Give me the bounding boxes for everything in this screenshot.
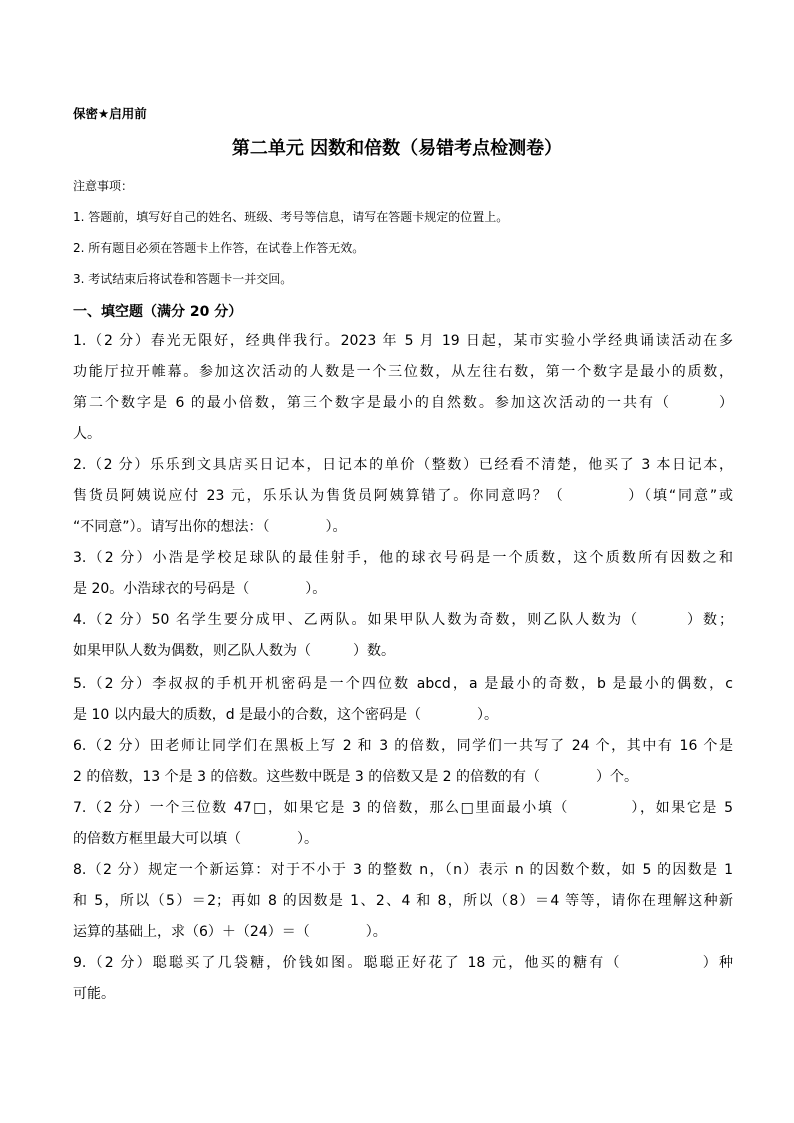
question-4-line: 如果甲队人数为偶数，则乙队人数为（ ）数。 [73, 643, 395, 659]
confidential-label: 保密★启用前 [73, 106, 147, 121]
question-2-line: “不同意”）。请写出你的想法：（ ）。 [73, 519, 347, 535]
notice-heading: 注意事项： [73, 179, 134, 193]
section-heading: 一、填空题（满分 20 分） [73, 304, 243, 320]
question-2-line: 2.（2 分）乐乐到文具店买日记本，日记本的单价（整数）已经看不清楚，他买了 3 本日记本， [73, 457, 733, 473]
question-3-line: 3.（2 分）小浩是学校足球队的最佳射手，他的球衣号码是一个质数，这个质数所有因数之和 [73, 550, 733, 566]
question-5-line: 5.（2 分）李叔叔的手机开机密码是一个四位数 abcd，a 是最小的奇数，b 是最小的偶数，c [73, 676, 733, 692]
page-title: 第二单元 因数和倍数（易错考点检测卷） [231, 138, 563, 159]
question-6-line: 6.（2 分）田老师让同学们在黑板上写 2 和 3 的倍数，同学们一共写了 24 个，其中有 16 个是 [73, 738, 733, 754]
notice-item: 1. 答题前，填写好自己的姓名、班级、考号等信息，请写在答题卡规定的位置上。 [73, 210, 509, 224]
question-9-line: 可能。 [73, 986, 115, 1002]
notice-item: 3. 考试结束后将试卷和答题卡一并交回。 [73, 272, 293, 286]
question-6-line: 2 的倍数，13 个是 3 的倍数。这些数中既是 3 的倍数又是 2 的倍数的有（ ）个。 [73, 769, 639, 785]
question-2-line: 售货员阿姨说应付 23 元，乐乐认为售货员阿姨算错了。你同意吗？（ ）（填“同意”或 [73, 488, 733, 504]
question-8-line: 和 5，所以（5）＝2；再如 8 的因数是 1、2、4 和 8，所以（8）＝4 等等，请你在理解这种新 [73, 893, 733, 909]
question-1-line: 人。 [73, 426, 101, 442]
question-8-line: 8.（2 分）规定一个新运算：对于不小于 3 的整数 n，（n）表示 n 的因数个数，如 5 的因数是 1 [73, 862, 733, 878]
question-1-line: 1.（2 分）春光无限好，经典伴我行。2023 年 5 月 19 日起，某市实验小学经典诵读活动在多 [73, 333, 733, 349]
question-1-line: 第二个数字是 6 的最小倍数，第三个数字是最小的自然数。参加这次活动的一共有（ ） [73, 395, 733, 411]
question-3-line: 是 20。小浩球衣的号码是（ ）。 [73, 581, 327, 597]
question-4-line: 4.（2 分）50 名学生要分成甲、乙两队。如果甲队人数为奇数，则乙队人数为（ ）数； [73, 612, 733, 628]
question-8-line: 运算的基础上，求（6）＋（24）＝（ ）。 [73, 924, 387, 940]
question-7-line: 7.（2 分）一个三位数 47□，如果它是 3 的倍数，那么□里面最小填（ ），如果它是 5 [73, 800, 733, 816]
question-5-line: 是 10 以内最大的质数，d 是最小的合数，这个密码是（ ）。 [73, 707, 499, 723]
question-7-line: 的倍数方框里最大可以填（ ）。 [73, 831, 318, 847]
question-9-line: 9.（2 分）聪聪买了几袋糖，价钱如图。聪聪正好花了 18 元，他买的糖有（ ）种 [73, 955, 733, 971]
question-1-line: 功能厅拉开帷幕。参加这次活动的人数是一个三位数，从左往右数，第一个数字是最小的质数， [73, 364, 733, 380]
notice-item: 2. 所有题目必须在答题卡上作答，在试卷上作答无效。 [73, 241, 365, 255]
